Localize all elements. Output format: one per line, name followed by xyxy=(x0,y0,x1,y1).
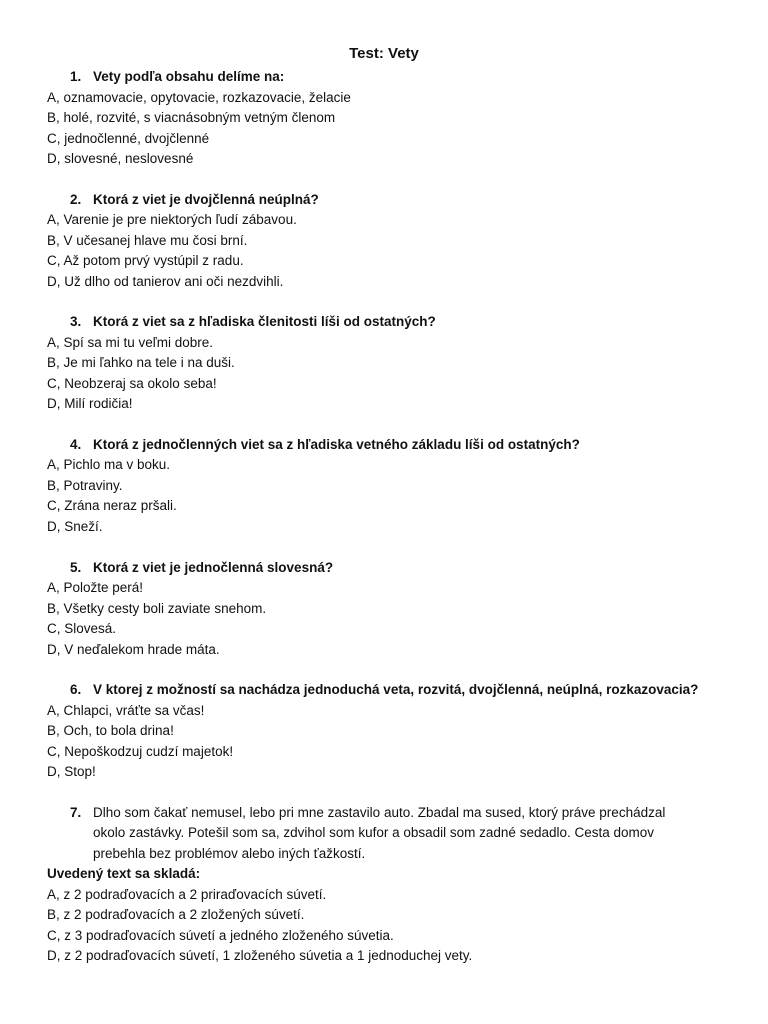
option-b: B, Och, to bola drina! xyxy=(47,723,174,738)
option-a: A, z 2 podraďovacích a 2 priraďovacích súvetí. xyxy=(47,887,327,902)
option-d: D, Milí rodičia! xyxy=(47,396,133,411)
option-b: B, Všetky cesty boli zaviate snehom. xyxy=(47,601,267,616)
option-c: C, Zrána neraz pršali. xyxy=(47,498,177,513)
option-b: B, holé, rozvité, s viacnásobným vetným členom xyxy=(47,110,336,125)
option-a: A, oznamovacie, opytovacie, rozkazovacie, želacie xyxy=(47,90,351,105)
question-text: Ktorá z viet je dvojčlenná neúplná? xyxy=(93,192,319,207)
option-d: D, Už dlho od tanierov ani oči nezdvihli. xyxy=(47,274,284,289)
option-d: D, Sneží. xyxy=(47,519,103,534)
option-b: B, Potraviny. xyxy=(47,478,123,493)
question-text: V ktorej z možností sa nachádza jednoduchá veta, rozvitá, dvojčlenná, neúplná, rozkazovacia? xyxy=(93,682,699,697)
option-a: A, Spí sa mi tu veľmi dobre. xyxy=(47,335,214,350)
option-c: C, z 3 podraďovacích súvetí a jedného zloženého súvetia. xyxy=(47,928,394,943)
passage-line-1: Dlho som čakať nemusel, lebo pri mne zastavilo auto. Zbadal ma sused, ktorý práve prechádzal xyxy=(93,805,666,820)
passage-line-2: okolo zastávky. Potešil som sa, zdvihol som kufor a obsadil som zadné sedadlo. Cesta domov xyxy=(93,825,655,840)
option-c: C, Až potom prvý vystúpil z radu. xyxy=(47,253,244,268)
option-c: C, Neobzeraj sa okolo seba! xyxy=(47,376,217,391)
page-title: Test: Vety xyxy=(349,45,419,62)
option-d: D, Stop! xyxy=(47,764,96,779)
option-a: A, Pichlo ma v boku. xyxy=(47,457,171,472)
option-b: B, Je mi ľahko na tele i na duši. xyxy=(47,355,235,370)
question-2 xyxy=(70,191,319,209)
question-number: 2. xyxy=(70,192,82,207)
question-text: Ktorá z viet je jednočlenná slovesná? xyxy=(93,560,334,575)
passage-line-3: prebehla bez problémov alebo iných ťažkostí. xyxy=(93,846,366,861)
question-number: 3. xyxy=(70,314,82,329)
question-1 xyxy=(70,68,284,86)
option-a: A, Varenie je pre niektorých ľudí zábavou. xyxy=(47,212,297,227)
question-7-text: Uvedený text sa skladá: xyxy=(47,866,201,881)
question-text: Ktorá z viet sa z hľadiska členitosti líši od ostatných? xyxy=(93,314,436,329)
question-4 xyxy=(70,436,580,454)
question-5 xyxy=(70,559,333,577)
question-3 xyxy=(70,313,436,331)
option-b: B, z 2 podraďovacích a 2 zložených súvetí. xyxy=(47,907,305,922)
question-7-number: 7. xyxy=(70,805,82,820)
option-a: A, Chlapci, vráťte sa včas! xyxy=(47,703,205,718)
option-c: C, Nepoškodzuj cudzí majetok! xyxy=(47,744,234,759)
option-d: D, V neďalekom hrade máta. xyxy=(47,642,220,657)
option-d: D, slovesné, neslovesné xyxy=(47,151,194,166)
question-6 xyxy=(70,681,698,699)
question-number: 5. xyxy=(70,560,82,575)
option-d: D, z 2 podraďovacích súvetí, 1 zloženého súvetia a 1 jednoduchej vety. xyxy=(47,948,473,963)
question-number: 6. xyxy=(70,682,82,697)
option-c: C, jednočlenné, dvojčlenné xyxy=(47,131,210,146)
question-number: 1. xyxy=(70,69,82,84)
question-text: Ktorá z jednočlenných viet sa z hľadiska vetného základu líši od ostatných? xyxy=(93,437,580,452)
question-text: Vety podľa obsahu delíme na: xyxy=(93,69,285,84)
option-a: A, Položte perá! xyxy=(47,580,144,595)
option-b: B, V učesanej hlave mu čosi brní. xyxy=(47,233,248,248)
question-number: 4. xyxy=(70,437,82,452)
option-c: C, Slovesá. xyxy=(47,621,117,636)
